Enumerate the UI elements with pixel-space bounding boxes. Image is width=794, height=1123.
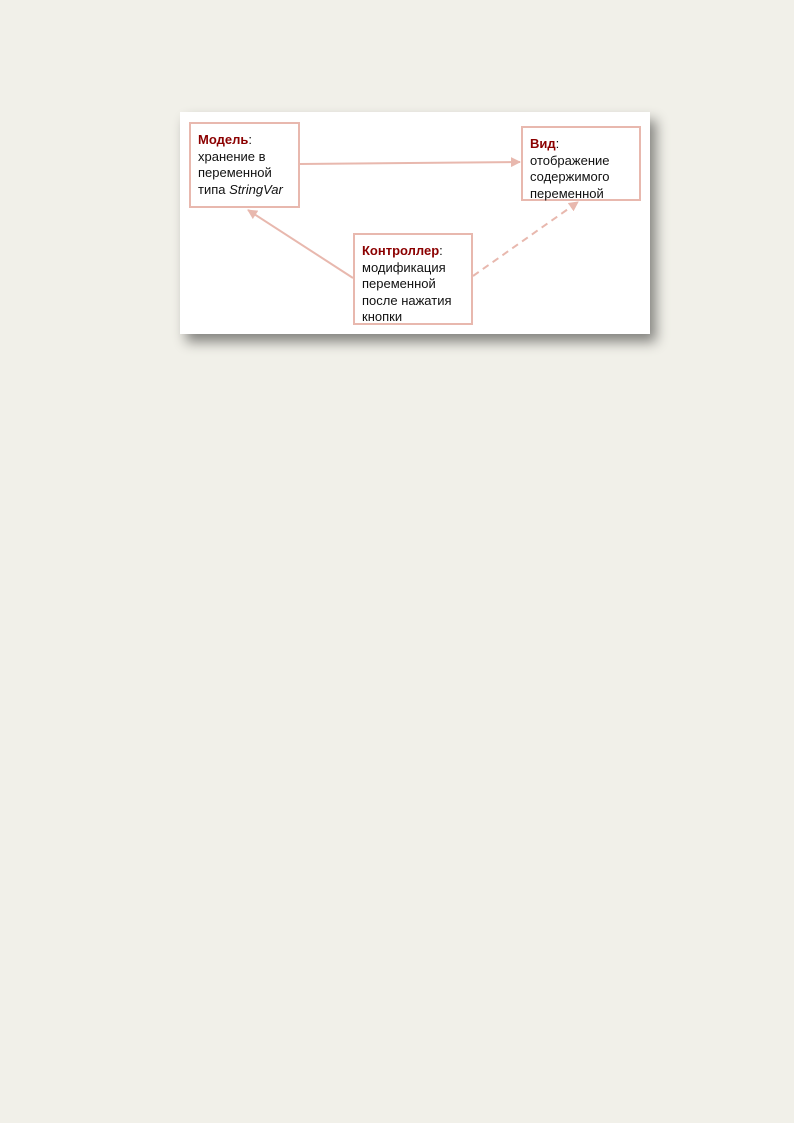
view-desc-line-2: содержимого: [530, 169, 610, 184]
controller-title-colon: :: [439, 243, 443, 258]
controller-desc-line-2: переменной: [362, 276, 436, 291]
mvc-diagram: [180, 112, 650, 334]
view-box: [521, 126, 641, 201]
model-title: Модель: [198, 132, 249, 147]
model-type-name: StringVar: [229, 181, 283, 197]
model-desc-line-1: хранение в: [198, 148, 266, 164]
arrow-controller-to-view-dashed: [473, 202, 578, 276]
controller-desc-line-1: модификация: [362, 259, 446, 275]
arrow-model-to-view: [300, 162, 520, 164]
controller-title: Контроллер: [362, 243, 440, 258]
controller-desc-line-3: после нажатия: [362, 292, 452, 308]
controller-desc-line-4: кнопки: [362, 309, 403, 324]
arrow-controller-to-model: [248, 210, 353, 278]
model-desc-line-3: типа: [198, 181, 230, 197]
view-desc-line-1: отображение: [530, 152, 610, 168]
model-box: [189, 122, 300, 208]
model-desc-line-2: переменной: [198, 165, 272, 180]
view-desc-line-3: переменной: [530, 185, 604, 201]
controller-box: [353, 233, 473, 325]
view-title-colon: :: [555, 136, 560, 151]
model-title-colon: :: [248, 132, 252, 147]
view-title: Вид: [530, 136, 556, 151]
